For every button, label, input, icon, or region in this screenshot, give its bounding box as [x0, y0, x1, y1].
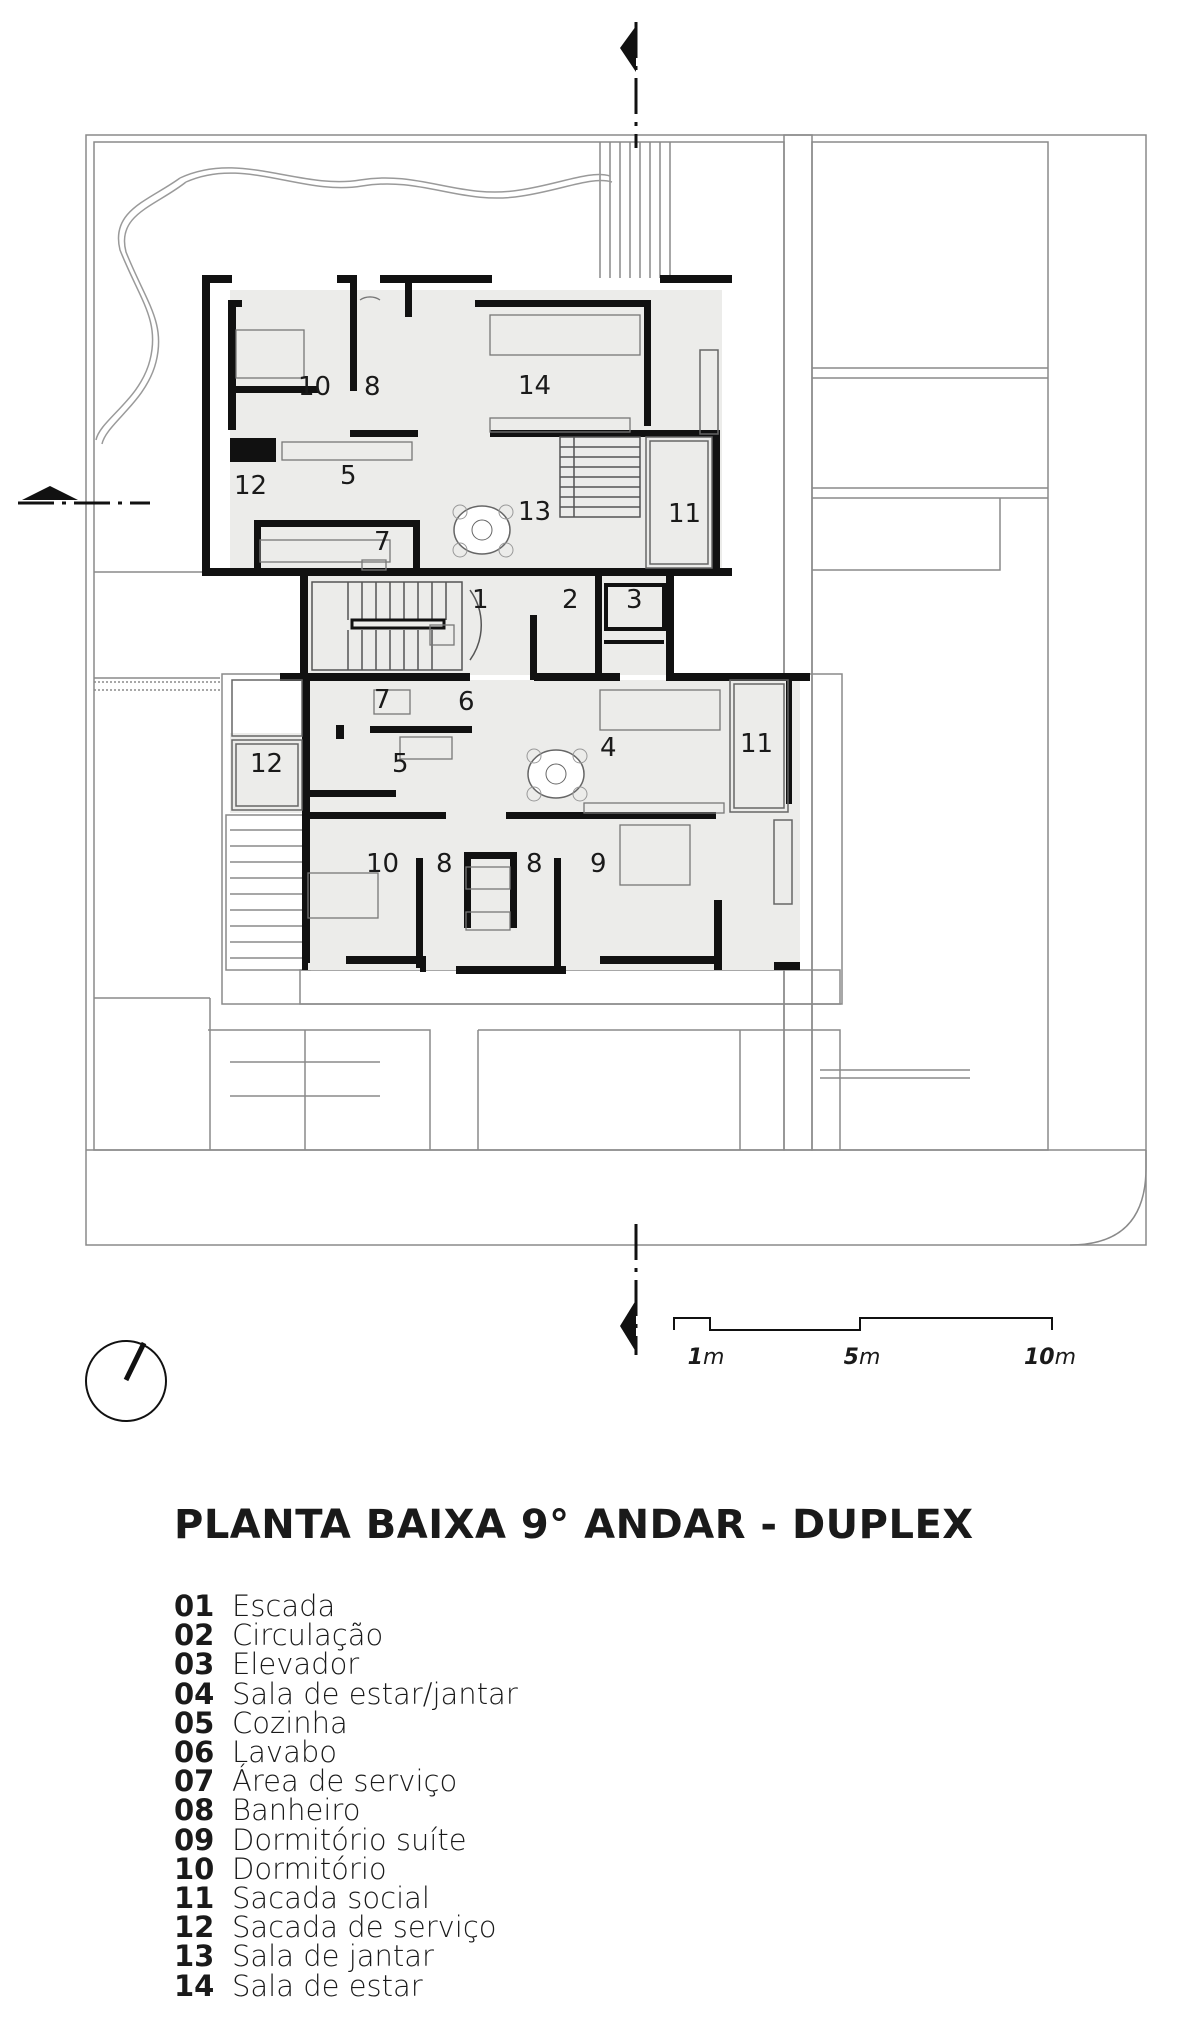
legend-item	[174, 1822, 518, 1857]
legend-item	[174, 1735, 518, 1770]
room-label-10-lower: 10	[366, 849, 400, 879]
plan-title: PLANTA BAIXA 9° ANDAR - DUPLEX	[174, 1502, 974, 1548]
svg-text:5m	[844, 1345, 881, 1370]
section-marker-bottom	[620, 1224, 636, 1355]
legend-item	[174, 1676, 518, 1711]
room-label-5-upper: 5	[340, 461, 357, 491]
room-label-12-lower: 12	[250, 749, 284, 779]
legend-number: 13	[174, 1939, 215, 1974]
legend-number: 06	[174, 1735, 215, 1770]
legend-number: 07	[174, 1764, 215, 1799]
legend-number: 12	[174, 1910, 215, 1945]
room-label-3: 3	[626, 585, 643, 615]
legend-room-name: Sala de jantar	[232, 1939, 434, 1974]
room-label-8-lower-a: 8	[436, 849, 453, 879]
room-label-5-lower: 5	[392, 749, 409, 779]
legend-room-name: Sala de estar/jantar	[232, 1676, 518, 1711]
north-arrow-icon	[86, 1341, 166, 1421]
legend-item	[174, 1793, 518, 1828]
room-label-1: 1	[472, 585, 489, 615]
legend-room-name: Área de serviço	[232, 1764, 458, 1799]
room-label-8-upper: 8	[364, 372, 381, 402]
legend-room-name: Banheiro	[232, 1793, 361, 1828]
legend-number: 14	[174, 1968, 215, 2003]
legend-room-name: Sacada de serviço	[232, 1910, 497, 1945]
legend-room-name: Sala de estar	[232, 1968, 423, 2003]
room-label-14: 14	[518, 371, 552, 401]
legend-room-name: Escada	[232, 1589, 336, 1624]
legend-number: 08	[174, 1793, 215, 1828]
section-marker-top	[620, 22, 636, 148]
room-label-12-upper: 12	[234, 471, 268, 501]
legend-number: 03	[174, 1647, 215, 1682]
room-label-10-upper: 10	[298, 372, 332, 402]
legend-number: 10	[174, 1851, 215, 1886]
legend-item	[174, 1647, 518, 1682]
room-legend	[174, 1589, 518, 2003]
room-label-2: 2	[562, 585, 579, 615]
svg-text:10m	[1024, 1345, 1076, 1370]
legend-item	[174, 1589, 518, 1624]
legend-room-name: Lavabo	[232, 1735, 338, 1770]
room-label-6: 6	[458, 687, 475, 717]
scale-5-unit: m	[858, 1345, 881, 1370]
legend-item	[174, 1764, 518, 1799]
legend-item	[174, 1910, 518, 1945]
legend-item	[174, 1705, 518, 1740]
legend-item	[174, 1880, 518, 1915]
scale-bar	[674, 1318, 1052, 1330]
room-label-8-lower-b: 8	[526, 849, 543, 879]
room-label-13: 13	[518, 497, 552, 527]
section-marker-left	[18, 486, 150, 503]
room-label-4: 4	[600, 733, 617, 763]
scale-5-number: 5	[843, 1345, 859, 1370]
scale-1-unit: m	[702, 1345, 725, 1370]
legend-number: 05	[174, 1705, 215, 1740]
legend-number: 11	[174, 1880, 215, 1915]
legend-room-name: Cozinha	[232, 1705, 348, 1740]
legend-room-name: Sacada social	[232, 1880, 430, 1915]
room-label-7-lower: 7	[374, 685, 391, 715]
svg-text:1m	[688, 1345, 725, 1370]
legend-room-name: Elevador	[232, 1647, 360, 1682]
room-label-11-upper: 11	[668, 499, 702, 529]
legend-room-name: Circulação	[232, 1618, 384, 1653]
legend-number: 04	[174, 1676, 215, 1711]
legend-item	[174, 1968, 518, 2003]
room-label-9: 9	[590, 849, 607, 879]
scale-10-unit: m	[1054, 1345, 1077, 1370]
legend-item	[174, 1618, 518, 1653]
scale-10-number: 10	[1023, 1345, 1055, 1370]
legend-number: 01	[174, 1589, 215, 1624]
legend-item	[174, 1939, 518, 1974]
scale-1-number: 1	[687, 1345, 703, 1370]
legend-room-name: Dormitório	[232, 1851, 387, 1886]
legend-room-name: Dormitório suíte	[232, 1822, 467, 1857]
room-label-7-upper: 7	[374, 527, 391, 557]
legend-item	[174, 1851, 518, 1886]
legend-number: 09	[174, 1822, 215, 1857]
room-label-11-lower: 11	[740, 729, 774, 759]
legend-number: 02	[174, 1618, 215, 1653]
